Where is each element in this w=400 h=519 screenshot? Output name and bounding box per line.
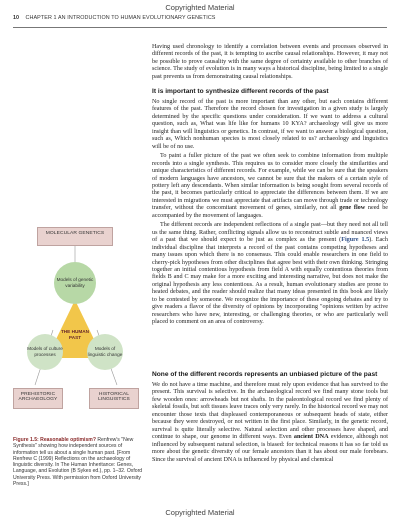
label-human-past: THE HUMAN PAST: [60, 329, 90, 340]
section-heading-synthesize: It is important to synthesize different records of the past: [152, 88, 329, 95]
figure-reference-link[interactable]: Figure 1.5: [341, 237, 370, 244]
section-heading-unbiased: None of the different records represents an unbiased picture of the past: [152, 371, 378, 378]
box-molecular-genetics: MOLECULAR GENETICS: [37, 227, 113, 246]
figure-caption: [13, 437, 145, 487]
section-unbiased-body: [152, 382, 388, 466]
term-gene-flow: gene flow: [339, 205, 366, 212]
figure-new-synthesis: [13, 210, 143, 430]
copyright-top: Copyrighted Material: [165, 3, 235, 12]
intro-block: [152, 44, 388, 83]
box-prehistoric-archaeology: PREHISTORIC ARCHAEOLOGY: [13, 388, 63, 409]
chapter-title: CHAPTER 1 AN INTRODUCTION TO HUMAN EVOLUTIONARY GENETICS: [25, 15, 216, 21]
circle-culture-processes: Models of culture processes: [27, 334, 63, 370]
unbiased-paragraph-1: We do not have a time machine, and therefore must rely upon evidence that has survived to the present. This survival is selective. In the archaeological record we find many stone tools but few wooden ones: arrowheads but not shafts. In the paleontological record we find plenty of skeletal fossils, but soft tissues leave traces only very rarely. In the historical record we may not encounter those texts that displeased contemporaneous or subsequent heads of state, either because they were destroyed, or not written in the first place. Similarly, in the genetic record, survival is quite literally selective. Natural selection and other processes have shaped, and continue to shape, our genome in different ways. Even ancient DNA evidence, although not influenced by subsequent natural selection, is biased: for technical reasons it has so far told us more about the genetic diversity of our female ancestors than it has about our male forebears. Since the survival of ancient DNA is influenced by physical and chemical: [152, 382, 388, 463]
box-historical-linguistics: HISTORICAL LINGUISTICS: [89, 388, 139, 409]
circle-linguistic-change: Models of linguistic change: [87, 334, 123, 370]
synthesize-paragraph-2: To paint a fuller picture of the past we often seek to combine information from multiple records into a single synthesis. This requires us to consider more closely the similarities and unique characteristics of different records. For example, while we can be sure that the speakers of modern languages have ancestors, we cannot be sure that the makers of a certain style of pottery left any descendants. When similar information is being sought from several records of the past, it becomes particularly critical to appreciate the differences between them. If we are interested in migrations we must appreciate that artifacts can move through trade or technology transfer, without the concomitant movement of genes, similarly, not all gene flow need be accompanied by the movement of languages.: [152, 153, 388, 219]
caption-label: Figure 1.5: Reasonable optimism?: [13, 437, 96, 443]
synthesis-diagram-lines: [13, 210, 143, 410]
term-ancient-dna: ancient DNA: [293, 434, 329, 441]
copyright-bottom: Copyrighted Material: [165, 508, 235, 517]
running-header: [13, 15, 387, 28]
circle-genetic-variability: Models of genetic variability: [54, 262, 96, 304]
synthesize-paragraph-3: The different records are independent reflections of a single past—but they need not all tell us the same thing. Rather, conflicting signals allow us to reconstruct subtle and nuanced views of a past that we should expect to be just as complex as the present (Figure 1.5). Each individual discipline that interprets a record of the past contains competing hypotheses and many issues upon which there is no consensus. This could enable researchers in one field to cherry-pick hypotheses from other disciplines that agree best with their own thinking. Stringing together an initial contentious hypothesis from field A with equally contentious theories from fields B and C may make for a more exciting and interesting narrative, but does not make the original hypothesis any less contentious. As a result, human evolutionary studies are prone to heated debates, and the reader should realize that many ideas presented in this book are likely to be contested by someone. We recognize the importance of these ongoing debates and try to give readers a flavor of the diversity of opinions by incorporating "opinions written by active researchers who have new, interesting, or challenging theories, or who are particularly well placed to comment on an area of controversy.: [152, 222, 388, 326]
intro-paragraph: Having used chronology to identify a correlation between events and processes observed in different records of the past, it is tempting to ascribe causal relationships. However, it may not be possible to prove causality with the same degree of certainty available to other branches of science. The study of evolution is in many ways a historical discipline, being limited to a single past prevents us from demonstrating causal relationships.: [152, 44, 388, 80]
page-number: 10: [13, 15, 19, 21]
caption-text: Renfrew's "New Synthesis" showing how independent sources of information tell us about a single human past. [From Renfrew C (1999) Reflections on the archaeology of linguistic diversity. In The Human Inheritance: Genes, Language, and Evolution (B Sykes ed.), pp. 1–32. Oxford University Press. With permission from Oxford University Press.]: [13, 437, 143, 488]
synthesize-paragraph-1: No single record of the past is more important than any other, but each contains different features of the past. Therefore the record chosen for investigation in a given study is largely determined by the specific questions under consideration. If we want to address a cultural question, such as, What was life like for humans 10 KYA? archaeology will give us more insight than will linguistics or genetics. In contrast, if we want to answer a biological question, such as, Which nonhuman species is most closely related to us? archaeology and linguistics will be of no use.: [152, 99, 388, 150]
section-synthesize-body: [152, 99, 388, 329]
